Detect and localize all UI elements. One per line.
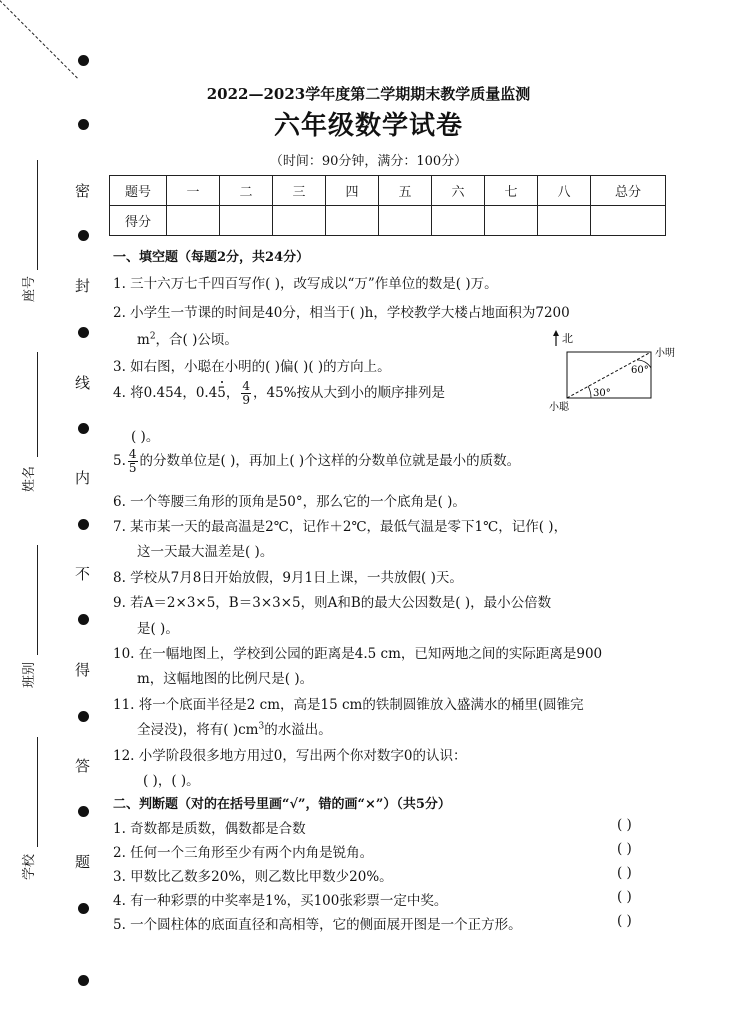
seat-number-label: 座号	[22, 275, 37, 302]
question-7: 7. 某市某一天的最高温是2℃，记作＋2℃，最低气温是零下1℃，记作( )，	[113, 519, 568, 535]
north-label: 北	[562, 332, 573, 345]
section-heading-true-false: 二、判断题（对的在括号里画“√”，错的画“×”）（共5分）	[113, 797, 451, 812]
score-cell[interactable]	[485, 206, 538, 236]
score-cell[interactable]	[379, 206, 432, 236]
score-header-cell: 四	[326, 176, 379, 206]
direction-figure	[545, 328, 685, 418]
score-header-cell: 八	[538, 176, 591, 206]
judge-answer-paren[interactable]: ( )	[617, 865, 632, 881]
score-header-cell: 题号	[110, 176, 167, 206]
seal-char: 封	[75, 277, 91, 295]
question-4-answer-blank[interactable]: ( )。	[131, 429, 160, 445]
repeating-digit: 5	[217, 385, 226, 401]
judge-item-5: 5. 一个圆柱体的底面直径和高相等，它的侧面展开图是一个正方形。	[113, 917, 522, 933]
school-line[interactable]	[37, 737, 38, 847]
question-11: 11. 将一个底面半径是2 cm，高是15 cm的铁制圆锥放入盛满水的桶里(圆锥完	[113, 697, 584, 713]
school-label: 学校	[22, 853, 37, 880]
exam-subtitle: （时间：90分钟，满分：100分）	[269, 154, 468, 169]
question-1: 1. 三十六万七千四百写作( )，改写成以“万”作单位的数是( )万。	[113, 276, 498, 292]
exam-title-line1: 2022—2023学年度第二学期期末教学质量监测	[206, 85, 531, 103]
score-header-cell: 七	[485, 176, 538, 206]
score-header-cell: 五	[379, 176, 432, 206]
seal-char: 密	[75, 182, 91, 200]
question-2: 2. 小学生一节课的时间是40分，相当于( )h，学校教学大楼占地面积为7200	[113, 305, 570, 321]
seal-char: 内	[75, 469, 91, 487]
angle-60-label: 60°	[631, 365, 649, 376]
fraction	[241, 380, 251, 407]
question-text: ，45%按从大到小的顺序排列是	[253, 385, 446, 401]
question-12-answer-blanks[interactable]: ( )，( )。	[143, 773, 200, 789]
name-line[interactable]	[37, 352, 38, 457]
question-text: 4. 将0.454，0.4	[113, 385, 218, 401]
judge-answer-paren[interactable]: ( )	[617, 889, 632, 905]
judge-answer-paren[interactable]: ( )	[617, 841, 632, 857]
binding-hole	[78, 230, 89, 241]
binding-dashed-line	[0, 0, 78, 79]
fraction-denominator: 5	[128, 461, 137, 475]
seal-char: 得	[75, 661, 91, 679]
seal-char: 题	[75, 853, 91, 871]
binding-hole	[78, 975, 89, 986]
angle-arc	[588, 386, 591, 398]
score-table	[109, 175, 666, 236]
question-12: 12. 小学阶段很多地方用过0，写出两个你对数字0的认识：	[113, 748, 467, 764]
binding-hole	[78, 423, 89, 434]
question-text: 的水溢出。	[264, 722, 332, 738]
question-9: 9. 若A＝2×3×5，B＝3×3×5，则A和B的最大公因数是( )，最小公倍数	[113, 595, 552, 611]
question-10: 10. 在一幅地图上，学校到公园的距离是4.5 cm，已知两地之间的实际距离是900	[113, 646, 603, 662]
seal-char: 答	[75, 757, 91, 775]
score-header-cell: 六	[432, 176, 485, 206]
question-9-continued: 是( )。	[137, 621, 179, 637]
score-header-cell: 三	[273, 176, 326, 206]
superscript: 2	[149, 331, 156, 342]
score-header-cell: 总分	[591, 176, 666, 206]
section-heading-fill-blank: 一、填空题（每题2分，共24分）	[113, 250, 310, 265]
binding-hole	[78, 519, 89, 530]
binding-hole	[78, 614, 89, 625]
seal-char: 不	[75, 565, 91, 583]
person-xiaoming-label: 小明	[655, 348, 675, 359]
person-xiaocong-label: 小聪	[549, 402, 569, 413]
score-cell[interactable]	[273, 206, 326, 236]
score-cell[interactable]	[538, 206, 591, 236]
question-4	[113, 380, 445, 407]
binding-hole	[78, 711, 89, 722]
judge-answer-paren[interactable]: ( )	[617, 913, 632, 929]
superscript: 3	[258, 721, 265, 732]
score-cell[interactable]	[432, 206, 485, 236]
unit-text: m	[137, 332, 150, 348]
question-text: 的分数单位是( )，再加上( )个这样的分数单位就是最小的质数。	[139, 453, 521, 469]
binding-hole	[78, 806, 89, 817]
binding-hole	[78, 55, 89, 66]
score-table-header-row	[110, 176, 666, 206]
question-2-continued	[137, 328, 238, 348]
question-text: ，合( )公顷。	[155, 332, 238, 348]
name-label: 姓名	[22, 465, 37, 492]
angle-30-label: 30°	[593, 388, 611, 399]
question-8: 8. 学校从7月8日开始放假，9月1日上课，一共放假( )天。	[113, 570, 463, 586]
seat-number-line[interactable]	[37, 160, 38, 270]
fraction	[128, 448, 138, 475]
judge-item-2: 2. 任何一个三角形至少有两个内角是锐角。	[113, 845, 374, 861]
question-text: ，	[225, 385, 240, 401]
question-10-continued: m，这幅地图的比例尺是( )。	[137, 671, 314, 687]
judge-item-3: 3. 甲数比乙数多20%，则乙数比甲数少20%。	[113, 869, 393, 885]
score-cell[interactable]	[591, 206, 666, 236]
score-table-score-row	[110, 206, 666, 236]
score-row-label: 得分	[110, 206, 167, 236]
question-6: 6. 一个等腰三角形的顶角是50°，那么它的一个底角是( )。	[113, 494, 466, 510]
fraction-numerator: 4	[128, 447, 137, 461]
question-11-continued	[137, 718, 332, 738]
question-text: 全浸没)，将有( )cm	[137, 722, 259, 738]
question-3: 3. 如右图，小聪在小明的( )偏( )( )的方向上。	[113, 359, 391, 375]
seal-char: 线	[75, 374, 91, 392]
score-cell[interactable]	[220, 206, 273, 236]
fraction-numerator: 4	[242, 379, 251, 393]
judge-item-4: 4. 有一种彩票的中奖率是1%，买100张彩票一定中奖。	[113, 893, 448, 909]
class-label: 班别	[22, 661, 37, 688]
fraction-denominator: 9	[242, 393, 251, 407]
score-cell[interactable]	[167, 206, 220, 236]
binding-hole	[78, 327, 89, 338]
question-5	[113, 448, 520, 475]
question-number: 5.	[113, 453, 126, 469]
score-header-cell: 一	[167, 176, 220, 206]
question-7-continued: 这一天最大温差是( )。	[137, 544, 274, 560]
north-arrow-head	[553, 330, 559, 336]
judge-item-1: 1. 奇数都是质数，偶数都是合数	[113, 821, 306, 837]
judge-answer-paren[interactable]: ( )	[617, 817, 632, 833]
exam-title: 六年级数学试卷	[273, 111, 463, 141]
binding-hole	[78, 903, 89, 914]
score-header-cell: 二	[220, 176, 273, 206]
score-cell[interactable]	[326, 206, 379, 236]
class-line[interactable]	[37, 545, 38, 655]
